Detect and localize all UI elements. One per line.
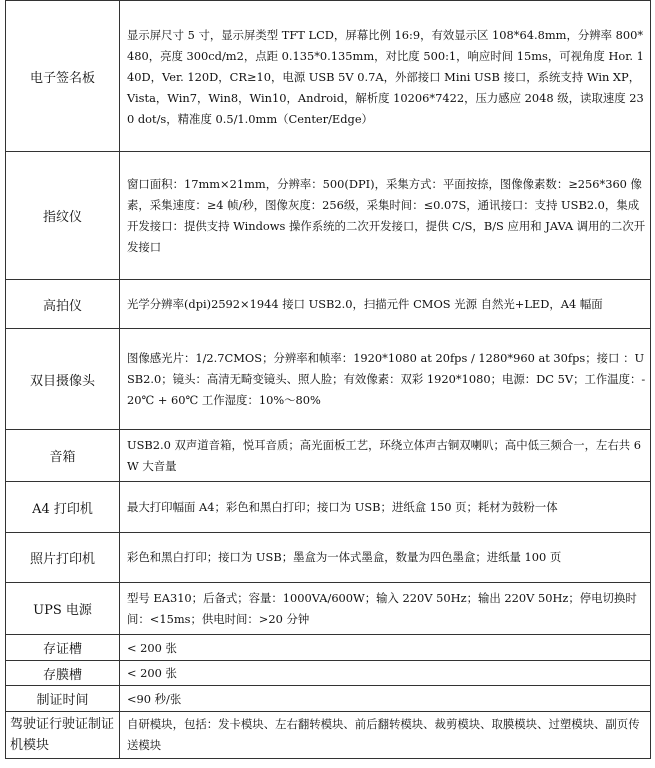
row-label: 电子签名板	[6, 1, 120, 152]
row-value: <90 秒/张	[120, 686, 651, 712]
row-value: 彩色和黑白打印；接口为 USB；墨盒为一体式墨盒，数量为四色墨盒；进纸量 100 页	[120, 533, 651, 583]
table-row	[6, 152, 651, 280]
table-row	[6, 583, 651, 635]
row-label: 音箱	[6, 430, 120, 482]
specs-table	[5, 0, 651, 759]
table-row	[6, 430, 651, 482]
row-label: 高拍仪	[6, 280, 120, 329]
table-row	[6, 329, 651, 430]
row-value: < 200 张	[120, 635, 651, 661]
row-label: 存膜槽	[6, 661, 120, 686]
row-value: 显示屏尺寸 5 寸，显示屏类型 TFT LCD，屏幕比例 16:9，有效显示区 108*64.8mm，分辨率 800*480，亮度 300cd/m2，点距 0.135*0.135mm，对比度 500:1，响应时间 15ms，可视角度 Hor. 140D，Ver. 120D，CR≥10，电源 USB 5V 0.7A，外部接口 Mini USB 接口，系统支持 Win XP，Vista，Win7，Win8，Win10，Android，解析度 10206*7422，压力感应 2048 级，读取速度 230 dot/s，精准度 0.5/1.0mm（Center/Edge）	[120, 1, 651, 152]
row-value: 自研模块，包括：发卡模块、左右翻转模块、前后翻转模块、裁剪模块、取膜模块、过塑模块、副页传送模块	[120, 712, 651, 759]
table-row	[6, 635, 651, 661]
row-value: 最大打印幅面 A4；彩色和黑白打印；接口为 USB；进纸盒 150 页；耗材为鼓粉一体	[120, 482, 651, 533]
row-value: 光学分辨率(dpi)2592×1944 接口 USB2.0，扫描元件 CMOS 光源 自然光+LED，A4 幅面	[120, 280, 651, 329]
row-label: 双目摄像头	[6, 329, 120, 430]
table-row	[6, 280, 651, 329]
row-value: < 200 张	[120, 661, 651, 686]
row-value: 型号 EA310；后备式；容量：1000VA/600W；输入 220V 50Hz；输出 220V 50Hz；停电切换时间：<15ms；供电时间：>20 分钟	[120, 583, 651, 635]
row-label: UPS 电源	[6, 583, 120, 635]
table-row	[6, 661, 651, 686]
table-row	[6, 1, 651, 152]
table-row	[6, 712, 651, 759]
row-label: 制证时间	[6, 686, 120, 712]
row-label: 存证槽	[6, 635, 120, 661]
row-label: 照片打印机	[6, 533, 120, 583]
row-label: A4 打印机	[6, 482, 120, 533]
row-label: 驾驶证行驶证制证机模块	[6, 712, 120, 759]
row-value: 图像感光片：1/2.7CMOS；分辨率和帧率：1920*1080 at 20fps / 1280*960 at 30fps；接口 ：USB2.0；镜头：高清无畸变镜头、照人脸；有效像素：双彩 1920*1080；电源：DC 5V；工作温度：-20℃ + 60℃ 工作湿度：10%～80%	[120, 329, 651, 430]
table-row	[6, 482, 651, 533]
table-row	[6, 533, 651, 583]
table-row	[6, 686, 651, 712]
row-value: 窗口面积：17mm×21mm，分辨率：500(DPI)，采集方式：平面按捺，图像像素数：≥256*360 像素，采集速度：≥4 帧/秒，图像灰度：256级，采集时间：≤0.07S，通讯接口：支持 USB2.0，集成开发接口：提供支持 Windows 操作系统的二次开发接口，提供 C/S，B/S 应用和 JAVA 调用的二次开发接口	[120, 152, 651, 280]
row-label: 指纹仪	[6, 152, 120, 280]
row-value: USB2.0 双声道音箱，悦耳音质；高光面板工艺，环绕立体声古铜双喇叭；高中低三频合一，左右共 6W 大音量	[120, 430, 651, 482]
